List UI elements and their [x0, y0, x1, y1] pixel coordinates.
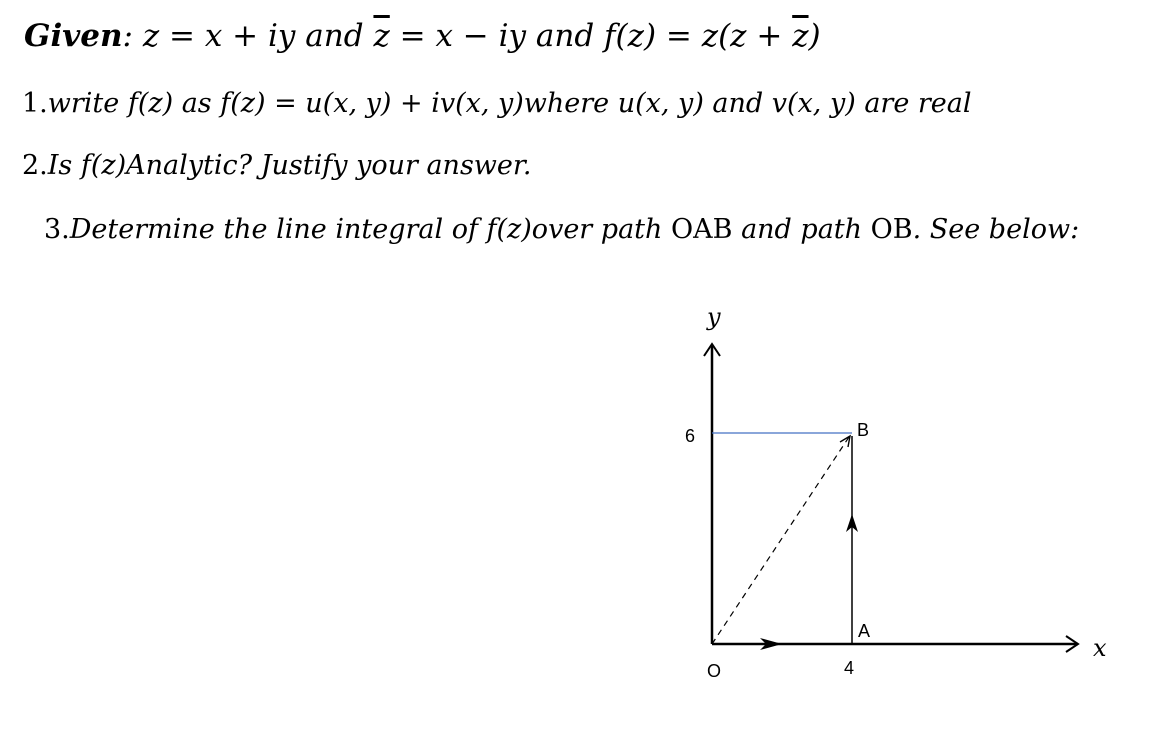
given-expression-start: : z = x + iy and — [122, 18, 374, 54]
x-axis-label: x — [1093, 634, 1107, 662]
ob-arrowhead — [840, 436, 850, 447]
path-oab-label: OAB — [671, 214, 733, 245]
question-2-number: 2. — [22, 150, 48, 181]
question-1-text: write f(z) as f(z) = u(x, y) + iv(x, y)where u(x, y) and v(x, y) are real — [47, 88, 972, 119]
y-tick-6: 6 — [685, 426, 696, 446]
z-conjugate: $\overline{z}$ — [373, 18, 390, 54]
origin-label: O — [707, 661, 722, 681]
z-conjugate-2: $\overline{z}$ — [792, 18, 809, 54]
question-3-text-a: Determine the line integral of f(z)over path — [69, 214, 671, 245]
question-1-number: 1. — [22, 88, 48, 119]
question-3-number: 3. — [44, 214, 70, 245]
path-ob — [712, 437, 849, 644]
question-3-text-b: and path — [732, 214, 871, 245]
given-label: Given — [24, 18, 123, 54]
point-a-label: A — [858, 621, 871, 641]
given-expression-end: ) — [808, 18, 821, 54]
x-tick-4: 4 — [844, 658, 855, 678]
point-b-label: B — [857, 420, 870, 440]
question-2-text: Is f(z)Analytic? Justify your answer. — [47, 150, 532, 181]
question-3-text-c: . See below: — [912, 214, 1080, 245]
y-axis-label: y — [707, 303, 721, 331]
path-ob-label: OB — [870, 214, 913, 245]
given-expression-mid: = x − iy and f(z) = z(z + — [389, 18, 793, 54]
